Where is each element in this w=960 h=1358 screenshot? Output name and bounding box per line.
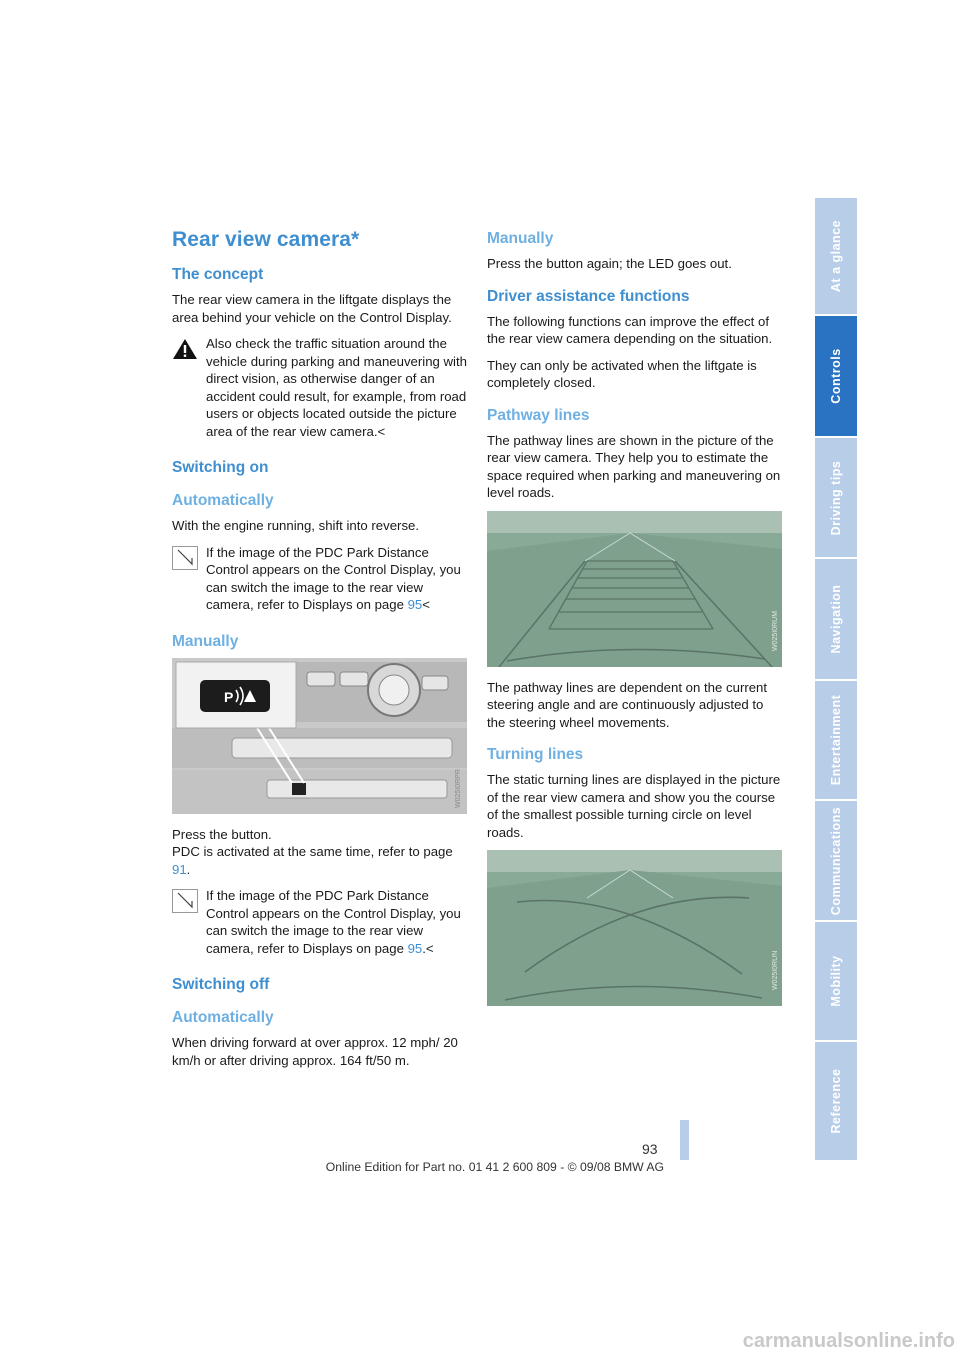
off-automatically-heading: Automatically — [172, 1009, 274, 1026]
right-column — [487, 230, 782, 1018]
driver-assistance-text-2: They can only be activated when the liftgate is completely closed. — [487, 357, 757, 390]
pathway-lines-text-1: The pathway lines are shown in the picture of the rear view camera. They help you to estimate the space required when parking and maneuvering on level roads. — [487, 432, 781, 500]
turning-lines-figure — [487, 850, 782, 1006]
tab-driving-tips[interactable]: Driving tips — [815, 438, 857, 557]
watermark: carmanualsonline.info — [742, 1330, 955, 1352]
tab-entertainment[interactable]: Entertainment — [815, 681, 857, 799]
section-tabs — [815, 198, 857, 1162]
concept-heading: The concept — [172, 266, 264, 283]
concept-text: The rear view camera in the liftgate displays the area behind your vehicle on the Control Display. — [172, 292, 452, 325]
pdc-text: PDC is activated at the same time, refer to page 91. — [172, 844, 453, 877]
turning-lines-heading: Turning lines — [487, 746, 584, 763]
automatically-text: With the engine running, shift into reverse. — [172, 518, 420, 533]
note-arrow-icon — [172, 889, 198, 913]
tab-communications[interactable]: Communications — [815, 801, 857, 920]
pathway-lines-text-2: The pathway lines are dependent on the current steering angle and are continuously adjusted to the steering wheel movements. — [487, 679, 768, 730]
manually-off-text: Press the button again; the LED goes out. — [487, 256, 732, 271]
note1-text: If the image of the PDC Park Distance Control appears on the Control Display, you can switch the image to the rear view camera, refer to Displays on page — [206, 544, 461, 612]
tab-mobility[interactable]: Mobility — [815, 922, 857, 1040]
driver-assistance-text-1: The following functions can improve the effect of the rear view camera depending on the situation. — [487, 313, 773, 346]
svg-text:W025I0RPR: W025I0RPR — [455, 768, 462, 808]
off-automatically-text: When driving forward at over approx. 12 mph/ 20 km/h or after driving approx. 164 ft/50 m. — [172, 1035, 458, 1068]
footer-bar — [680, 1120, 689, 1160]
svg-text:P: P — [224, 688, 234, 705]
manually-heading: Manually — [172, 632, 239, 650]
pdc-button-figure — [172, 658, 467, 814]
left-column — [172, 228, 467, 1078]
page-title: Rear view camera* — [172, 228, 360, 251]
pathway-lines-heading: Pathway lines — [487, 406, 590, 424]
page-link-91[interactable]: 91 — [172, 861, 187, 877]
svg-text:W025I0RUN: W025I0RUN — [772, 950, 779, 990]
tab-controls[interactable]: Controls — [815, 316, 857, 436]
turning-lines-text: The static turning lines are displayed in the picture of the rear view camera and show you the course of the smallest possible turning circle on level roads. — [487, 772, 781, 840]
tab-navigation[interactable]: Navigation — [815, 559, 857, 679]
page-link-95[interactable]: 95 — [407, 597, 423, 612]
switching-on-heading: Switching on — [172, 459, 269, 476]
note-arrow-icon — [172, 546, 198, 570]
page-link-95[interactable]: 95 — [407, 940, 423, 956]
automatically-heading: Automatically — [172, 492, 274, 509]
warning-text: Also check the traffic situation around the vehicle during parking and maneuvering with direct vision, as otherwise danger of an accident could result, for example, from road users or objects located outside the picture area of the rear view camera. — [206, 336, 467, 439]
warning-note — [172, 335, 467, 440]
manually-off-heading: Manually — [487, 230, 554, 247]
info-note-2: If the image of the PDC Park Distance Control appears on the Control Display, you can switch the image to the rear view camera, refer to Displays on page 95.< — [172, 887, 467, 957]
edition-line: Online Edition for Part no. 01 41 2 600 809 - © 09/08 BMW AG — [325, 1160, 664, 1174]
svg-text:W025I0RUM: W025I0RUM — [772, 610, 779, 651]
driver-assistance-heading: Driver assistance functions — [487, 287, 690, 305]
warning-triangle-icon — [172, 337, 198, 361]
tab-at-a-glance[interactable]: At a glance — [815, 198, 857, 314]
pathway-lines-figure — [487, 511, 782, 667]
switching-off-heading: Switching off — [172, 976, 270, 993]
info-note-1: If the image of the PDC Park Distance Control appears on the Control Display, you can switch the image to the rear view camera, refer to Displays on page 95< — [172, 544, 467, 614]
end-mark: < — [377, 423, 386, 439]
tab-reference[interactable]: Reference — [815, 1042, 857, 1160]
page-number: 93 — [642, 1141, 658, 1157]
note2-text: If the image of the PDC Park Distance Control appears on the Control Display, you can switch the image to the rear view camera, refer to Displays on page — [206, 888, 461, 956]
press-text: Press the button. — [172, 826, 272, 842]
